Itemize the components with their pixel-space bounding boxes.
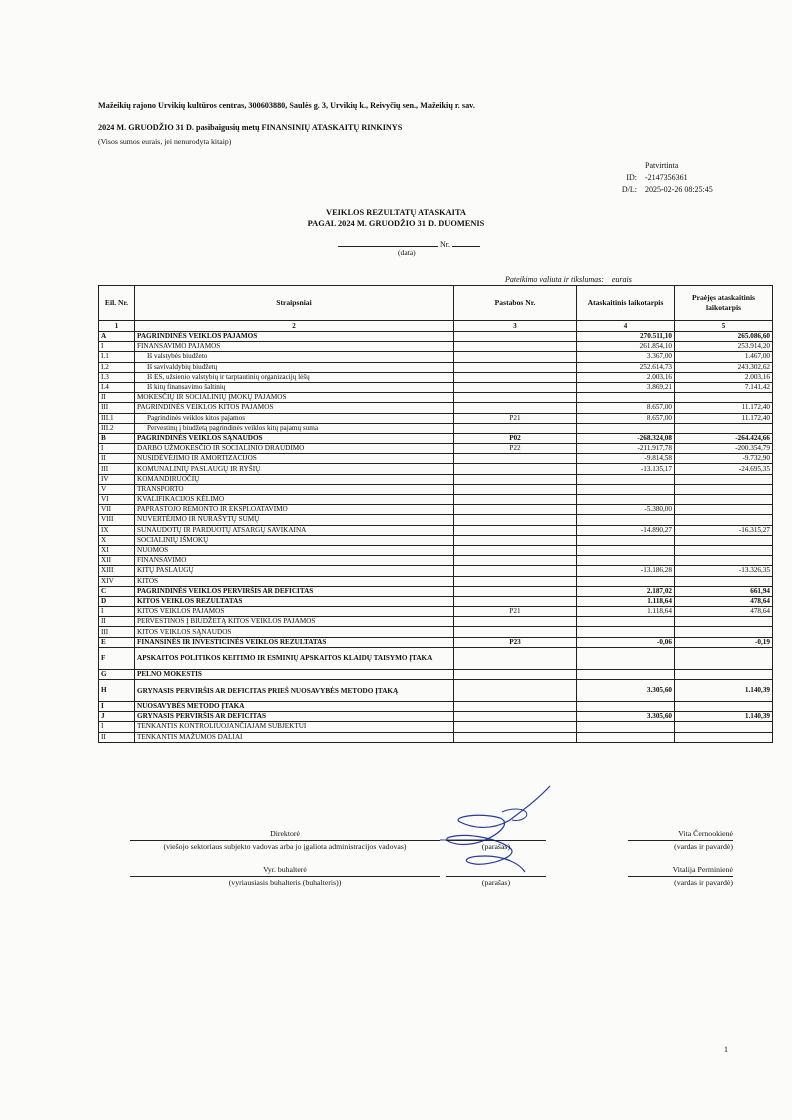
row-note: P21 [454,413,577,423]
row-number: F [99,647,135,669]
table-row [99,393,773,403]
row-number: G [99,669,135,679]
accountant-title: Vyr. buhalterė [263,865,307,874]
row-previous: 1.140,39 [675,712,773,722]
row-previous: -200.354,79 [675,444,773,454]
row-current: 2.187,02 [577,586,675,596]
row-previous [675,722,773,732]
row-previous [675,617,773,627]
row-item: FINANSINĖS IR INVESTICINĖS VEIKLOS REZULTATAS [135,637,454,647]
row-current: 3.869,21 [577,382,675,392]
currency-line [505,275,632,284]
row-previous [675,393,773,403]
accountant-title-line [130,876,440,877]
row-note [454,627,577,637]
row-item: KOMANDIRUOČIŲ [135,474,454,484]
table-row [99,627,773,637]
row-current: 1.118,64 [577,607,675,617]
row-previous: 253.914,20 [675,342,773,352]
row-note [454,454,577,464]
row-note [454,464,577,474]
row-number: III [99,464,135,474]
row-current [577,647,675,669]
row-previous [675,545,773,555]
row-item: NUVERTĖJIMO IR NURAŠYTŲ SUMŲ [135,515,454,525]
accountant-sign-caption: (parašas) [481,878,511,887]
row-item: SOCIALINIŲ IŠMOKŲ [135,535,454,545]
col-header-notes: Pastabos Nr. [454,286,577,321]
row-note [454,596,577,606]
row-item: PAPRASTOJO REMONTO IR EKSPLOATAVIMO [135,505,454,515]
row-item: Iš ES, užsienio valstybių ir tarptautinių organizacijų lėšų [135,372,454,382]
row-number: VII [99,505,135,515]
row-number: D [99,596,135,606]
row-number: H [99,680,135,702]
row-number: V [99,484,135,494]
col-header-item: Straipsniai [135,286,454,321]
page-number: 1 [724,1045,728,1054]
row-note [454,484,577,494]
row-current [577,474,675,484]
accountant-name-caption: (vardas ir pavardė) [674,878,733,887]
row-number: II [99,732,135,742]
accountant-caption: (vyriausiasis buhalteris (buhalteris)) [228,878,342,887]
table-row [99,669,773,679]
table-row [99,332,773,342]
table-row [99,732,773,742]
approval-dl-label: D/L: [621,185,637,194]
row-number: J [99,712,135,722]
row-current: -13.186,28 [577,566,675,576]
director-title: Direktorė [270,829,300,838]
row-note [454,647,577,669]
row-number: I.3 [99,372,135,382]
row-number: XIV [99,576,135,586]
row-number: VIII [99,515,135,525]
col-index: 2 [135,321,454,332]
row-previous [675,669,773,679]
col-header-previous: Praėjęs ataskaitinis laikotarpis [675,286,773,321]
row-number: A [99,332,135,342]
table-row [99,596,773,606]
row-current: 261.854,10 [577,342,675,352]
table-row [99,464,773,474]
accountant-sign-line [446,876,546,877]
row-note [454,586,577,596]
table-row [99,342,773,352]
row-current: 252.614,73 [577,362,675,372]
row-previous [675,702,773,712]
row-item: Iš valstybės biudžeto [135,352,454,362]
row-previous: 478,64 [675,596,773,606]
row-item: KITOS [135,576,454,586]
row-number: I.4 [99,382,135,392]
table-row [99,444,773,454]
row-item: PERVESTINOS Į BIUDŽETĄ KITOS VEIKLOS PAJAMOS [135,617,454,627]
row-current [577,669,675,679]
row-current: 3.305,60 [577,680,675,702]
report-title-line1: VEIKLOS REZULTATŲ ATASKAITA [326,208,466,217]
row-previous [675,474,773,484]
table-row [99,647,773,669]
row-note [454,403,577,413]
row-number: I [99,607,135,617]
date-caption: (data) [398,248,416,257]
col-index: 1 [99,321,135,332]
row-item: FINANSAVIMO [135,556,454,566]
table-row [99,637,773,647]
row-current: -0,06 [577,637,675,647]
row-item: KVALIFIKACIJOS KĖLIMO [135,495,454,505]
row-number: IV [99,474,135,484]
row-note [454,702,577,712]
row-note [454,535,577,545]
row-note [454,545,577,555]
row-current: -14.890,27 [577,525,675,535]
approval-block [645,160,713,196]
row-note [454,617,577,627]
row-note [454,566,577,576]
row-number: IX [99,525,135,535]
row-item: NUSIDĖVĖJIMO IR AMORTIZACIJOS [135,454,454,464]
row-note: P02 [454,433,577,443]
table-row [99,505,773,515]
number-blank [452,238,480,247]
table-row [99,362,773,372]
row-note [454,352,577,362]
row-previous [675,576,773,586]
row-previous [675,732,773,742]
row-number: C [99,586,135,596]
row-previous: 265.086,60 [675,332,773,342]
table-row [99,372,773,382]
results-table [98,285,773,743]
director-sign-line [446,840,546,841]
table-row [99,607,773,617]
row-current [577,722,675,732]
approval-id-label: ID: [626,173,637,182]
row-item: TENKANTIS MAŽUMOS DALIAI [135,732,454,742]
row-current [577,556,675,566]
table-row [99,722,773,732]
row-number: II [99,617,135,627]
row-number: I.1 [99,352,135,362]
row-note [454,342,577,352]
row-number: VI [99,495,135,505]
row-item: KITOS VEIKLOS SĄNAUDOS [135,627,454,637]
table-row [99,403,773,413]
row-note [454,505,577,515]
row-item: APSKAITOS POLITIKOS KEITIMO IR ESMINIŲ APSKAITOS KLAIDŲ TAISYMO ĮTAKA [135,647,454,669]
number-label: Nr. [440,240,450,249]
row-note: P23 [454,637,577,647]
row-current [577,393,675,403]
row-current [577,535,675,545]
row-current: 3.305,60 [577,712,675,722]
director-caption: (viešojo sektoriaus subjekto vadovas arba jo įgaliota administracijos vadovas) [163,842,407,851]
row-number: II [99,393,135,403]
row-number: I.2 [99,362,135,372]
row-previous [675,535,773,545]
row-current: 2.003,16 [577,372,675,382]
row-item: PAGRINDINĖS VEIKLOS PAJAMOS [135,332,454,342]
row-current [577,627,675,637]
row-previous [675,505,773,515]
row-number: E [99,637,135,647]
row-current: -5.380,00 [577,505,675,515]
row-previous [675,495,773,505]
row-note: P21 [454,607,577,617]
organization-header: Mažeikių rajono Urvikių kultūros centras, 300603880, Saulės g. 3, Urvikių k., Reivyčių sen., Mažeikių r. sav. [98,101,475,110]
row-number: X [99,535,135,545]
row-current [577,732,675,742]
row-previous: 243.302,62 [675,362,773,372]
date-blank [338,238,438,247]
row-note [454,332,577,342]
row-current: 270.511,10 [577,332,675,342]
row-number: I [99,444,135,454]
table-row [99,515,773,525]
row-number: III [99,627,135,637]
row-number: III.2 [99,423,135,433]
row-item: Pervestinų į biudžetą pagrindinės veiklos kitų pajamų suma [135,423,454,433]
row-note [454,382,577,392]
column-index-row [99,321,773,332]
row-item: KITOS VEIKLOS REZULTATAS [135,596,454,606]
currency-label: Pateikimo valiuta ir tikslumas: [505,275,604,284]
row-number: III [99,403,135,413]
row-current [577,484,675,494]
row-note [454,474,577,484]
row-current: 3.367,00 [577,352,675,362]
row-previous [675,647,773,669]
row-item: KITŲ PASLAUGŲ [135,566,454,576]
row-item: Iš savivaldybių biudžetų [135,362,454,372]
row-item: SUNAUDOTŲ IR PARDUOTŲ ATSARGŲ SAVIKAINA [135,525,454,535]
table-row [99,702,773,712]
row-number: XII [99,556,135,566]
col-header-current: Ataskaitinis laikotarpis [577,286,675,321]
table-row [99,382,773,392]
row-item: TENKANTIS KONTROLIUOJANČIAJAM SUBJEKTUI [135,722,454,732]
row-previous [675,556,773,566]
row-number: XIII [99,566,135,576]
currency-value: eurais [611,275,632,284]
table-row [99,566,773,576]
row-previous: -24.695,35 [675,464,773,474]
row-previous: -13.326,35 [675,566,773,576]
row-note [454,669,577,679]
row-current: -9.814,58 [577,454,675,464]
row-number: III.1 [99,413,135,423]
row-previous [675,515,773,525]
report-set-title: 2024 M. GRUODŽIO 31 D. pasibaigusių metų FINANSINIŲ ATASKAITŲ RINKINYS [98,123,403,132]
row-item: Iš kitų finansavimo šaltinių [135,382,454,392]
director-name-caption: (vardas ir pavardė) [674,842,733,851]
table-row [99,586,773,596]
row-note [454,680,577,702]
row-previous: -9.732,90 [675,454,773,464]
row-note [454,732,577,742]
row-previous: 661,94 [675,586,773,596]
row-previous: -264.424,66 [675,433,773,443]
table-row [99,525,773,535]
accountant-name-line [628,876,733,877]
row-current [577,495,675,505]
row-previous: 1.140,39 [675,680,773,702]
approval-labels [617,172,637,196]
accountant-name: Vitalija Perminienė [672,865,733,874]
col-header-no: Eil. Nr. [99,286,135,321]
row-item: NUOMOS [135,545,454,555]
row-number: I [99,702,135,712]
row-current [577,702,675,712]
row-note [454,423,577,433]
table-row [99,454,773,464]
row-note [454,362,577,372]
table-row [99,545,773,555]
row-item: DARBO UŽMOKESČIO IR SOCIALINIO DRAUDIMO [135,444,454,454]
row-item: MOKESČIŲ IR SOCIALINIŲ ĮMOKŲ PAJAMOS [135,393,454,403]
report-title-line2: PAGAL 2024 M. GRUODŽIO 31 D. DUOMENIS [307,219,485,228]
row-item: PAGRINDINĖS VEIKLOS SĄNAUDOS [135,433,454,443]
row-current [577,515,675,525]
row-number: XI [99,545,135,555]
director-name: Vita Černookienė [678,829,733,838]
row-note [454,556,577,566]
row-previous [675,484,773,494]
row-item: KITOS VEIKLOS PAJAMOS [135,607,454,617]
col-index: 5 [675,321,773,332]
row-note [454,722,577,732]
row-current: 8.657,00 [577,403,675,413]
row-item: FINANSAVIMO PAJAMOS [135,342,454,352]
row-current [577,423,675,433]
table-row [99,556,773,566]
row-previous: 2.003,16 [675,372,773,382]
approval-datetime: 2025-02-26 08:25:45 [645,185,713,194]
row-item: Pagrindinės veiklos kitos pajamos [135,413,454,423]
row-previous [675,423,773,433]
row-item: PAGRINDINĖS VEIKLOS KITOS PAJAMOS [135,403,454,413]
row-current [577,545,675,555]
row-item: GRYNASIS PERVIRŠIS AR DEFICITAS PRIEŠ NUOSAVYBĖS METODO ĮTAKĄ [135,680,454,702]
row-note [454,372,577,382]
row-previous: 478,64 [675,607,773,617]
approval-id: -2147356361 [645,173,688,182]
row-item: PELNO MOKESTIS [135,669,454,679]
row-previous: 7.141,42 [675,382,773,392]
row-previous: 1.467,00 [675,352,773,362]
row-previous: -16.315,27 [675,525,773,535]
row-previous: 11.172,40 [675,403,773,413]
col-index: 3 [454,321,577,332]
row-note [454,515,577,525]
approval-status: Patvirtinta [645,161,679,170]
director-title-line [130,840,440,841]
director-name-line [628,840,733,841]
row-note [454,576,577,586]
table-row [99,576,773,586]
row-number: B [99,433,135,443]
table-row [99,712,773,722]
row-item: GRYNASIS PERVIRŠIS AR DEFICITAS [135,712,454,722]
row-previous: -0,19 [675,637,773,647]
table-row [99,423,773,433]
row-previous [675,627,773,637]
table-row [99,535,773,545]
row-item: NUOSAVYBĖS METODO ĮTAKA [135,702,454,712]
row-current: -211.917,78 [577,444,675,454]
table-row [99,352,773,362]
table-row [99,680,773,702]
table-row [99,413,773,423]
row-item: TRANSPORTO [135,484,454,494]
row-item: PAGRINDINĖS VEIKLOS PERVIRŠIS AR DEFICITAS [135,586,454,596]
table-row [99,484,773,494]
row-current: 1.118,64 [577,596,675,606]
row-note [454,495,577,505]
row-number: II [99,454,135,464]
row-current [577,617,675,627]
table-row [99,617,773,627]
row-note [454,393,577,403]
row-current: -268.324,08 [577,433,675,443]
row-current [577,576,675,586]
table-row [99,433,773,443]
currency-note: (Visos sumos eurais, jei nenurodyta kitaip) [98,137,232,146]
row-number: I [99,722,135,732]
row-previous: 11.172,40 [675,413,773,423]
row-note [454,525,577,535]
col-index: 4 [577,321,675,332]
report-title [0,207,792,229]
row-note [454,712,577,722]
row-current: 8.657,00 [577,413,675,423]
row-number: I [99,342,135,352]
table-row [99,495,773,505]
row-item: KOMUNALINIŲ PASLAUGŲ IR RYŠIŲ [135,464,454,474]
director-sign-caption: (parašas) [481,842,511,851]
row-current: -13.135,17 [577,464,675,474]
table-row [99,474,773,484]
row-note: P22 [454,444,577,454]
